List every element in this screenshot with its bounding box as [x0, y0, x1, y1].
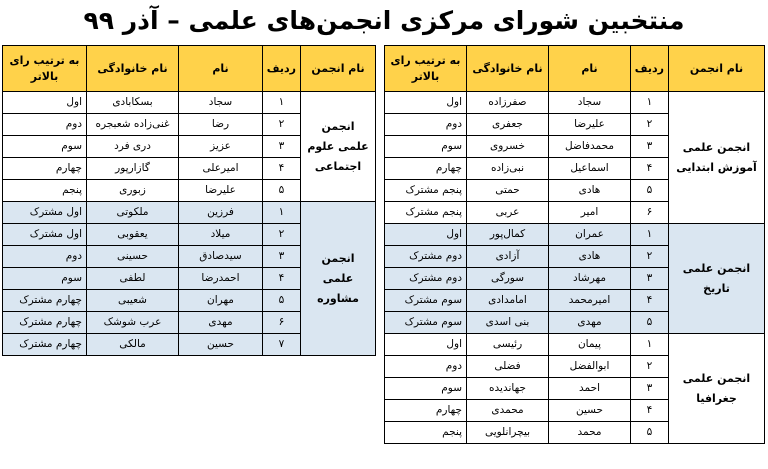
last-name-cell: جهاندیده — [467, 378, 549, 400]
rank-cell: اول مشترک — [3, 224, 87, 246]
header-first-name: نام — [549, 46, 631, 92]
header-rank: به ترتیب رای بالاتر — [385, 46, 467, 92]
row-number: ۵ — [263, 180, 301, 202]
header-last-name: نام خانوادگی — [87, 46, 179, 92]
first-name-cell: علیرضا — [549, 114, 631, 136]
rank-cell: چهارم — [3, 158, 87, 180]
rank-cell: پنجم — [385, 422, 467, 444]
first-name-cell: مهران — [179, 290, 263, 312]
row-number: ۵ — [263, 290, 301, 312]
last-name-cell: غنی‌زاده شعبجره — [87, 114, 179, 136]
first-name-cell: میلاد — [179, 224, 263, 246]
first-name-cell: مهدی — [179, 312, 263, 334]
last-name-cell: حسینی — [87, 246, 179, 268]
header-row: ردیف — [631, 46, 669, 92]
last-name-cell: فضلی — [467, 356, 549, 378]
first-name-cell: احمدرضا — [179, 268, 263, 290]
last-name-cell: محمدی — [467, 400, 549, 422]
last-name-cell: صفرزاده — [467, 92, 549, 114]
last-name-cell: مالکی — [87, 334, 179, 356]
association-name: انجمن علمی آموزش ابتدایی — [669, 92, 765, 224]
first-name-cell: احمد — [549, 378, 631, 400]
rank-cell: اول — [3, 92, 87, 114]
header-association: نام انجمن — [669, 46, 765, 92]
table-row — [3, 202, 376, 224]
row-number: ۱ — [631, 334, 669, 356]
header-association: نام انجمن — [301, 46, 376, 92]
left-table-body — [3, 92, 376, 356]
rank-cell: چهارم مشترک — [3, 290, 87, 312]
row-number: ۴ — [631, 290, 669, 312]
first-name-cell: حسین — [549, 400, 631, 422]
rank-cell: اول — [385, 92, 467, 114]
first-name-cell: مهدی — [549, 312, 631, 334]
table-row — [3, 92, 376, 114]
last-name-cell: آزادی — [467, 246, 549, 268]
association-name: انجمن علمی علوم اجتماعی — [301, 92, 376, 202]
first-name-cell: محمد — [549, 422, 631, 444]
header-last-name: نام خانوادگی — [467, 46, 549, 92]
association-name: انجمن علمی تاریخ — [669, 224, 765, 334]
last-name-cell: گازارپور — [87, 158, 179, 180]
row-number: ۴ — [263, 268, 301, 290]
last-name-cell: بنی اسدی — [467, 312, 549, 334]
rank-cell: پنجم مشترک — [385, 180, 467, 202]
header-rank: به ترتیب رای بالاتر — [3, 46, 87, 92]
association-name: انجمن علمی جغرافیا — [669, 334, 765, 444]
last-name-cell: کمال‌پور — [467, 224, 549, 246]
header-row: ردیف — [263, 46, 301, 92]
rank-cell: دوم مشترک — [385, 268, 467, 290]
first-name-cell: عمران — [549, 224, 631, 246]
row-number: ۱ — [263, 92, 301, 114]
first-name-cell: امیرعلی — [179, 158, 263, 180]
rank-cell: دوم مشترک — [385, 246, 467, 268]
last-name-cell: ملکوتی — [87, 202, 179, 224]
first-name-cell: مهرشاد — [549, 268, 631, 290]
row-number: ۳ — [263, 136, 301, 158]
rank-cell: دوم — [385, 356, 467, 378]
first-name-cell: فرزین — [179, 202, 263, 224]
first-name-cell: اسماعیل — [549, 158, 631, 180]
rank-cell: چهارم مشترک — [3, 334, 87, 356]
row-number: ۵ — [631, 180, 669, 202]
first-name-cell: هادی — [549, 180, 631, 202]
association-name: انجمن علمی مشاوره — [301, 202, 376, 356]
first-name-cell: سیدصادق — [179, 246, 263, 268]
first-name-cell: سجاد — [549, 92, 631, 114]
last-name-cell: سورگی — [467, 268, 549, 290]
header-first-name: نام — [179, 46, 263, 92]
rank-cell: سوم مشترک — [385, 290, 467, 312]
first-name-cell: پیمان — [549, 334, 631, 356]
right-results-table — [384, 45, 765, 444]
last-name-cell: بسکابادی — [87, 92, 179, 114]
first-name-cell: هادی — [549, 246, 631, 268]
row-number: ۱ — [263, 202, 301, 224]
last-name-cell: عرب شوشک — [87, 312, 179, 334]
rank-cell: سوم — [385, 136, 467, 158]
rank-cell: سوم — [385, 378, 467, 400]
row-number: ۱ — [631, 92, 669, 114]
row-number: ۲ — [631, 356, 669, 378]
row-number: ۶ — [631, 202, 669, 224]
last-name-cell: یعقوبی — [87, 224, 179, 246]
rank-cell: چهارم مشترک — [3, 312, 87, 334]
left-results-table — [2, 45, 376, 356]
row-number: ۵ — [631, 312, 669, 334]
last-name-cell: خسروی — [467, 136, 549, 158]
row-number: ۲ — [631, 246, 669, 268]
last-name-cell: رئیسی — [467, 334, 549, 356]
first-name-cell: علیرضا — [179, 180, 263, 202]
row-number: ۳ — [631, 268, 669, 290]
row-number: ۲ — [263, 114, 301, 136]
rank-cell: چهارم — [385, 158, 467, 180]
last-name-cell: لطفی — [87, 268, 179, 290]
rank-cell: دوم — [3, 114, 87, 136]
row-number: ۷ — [263, 334, 301, 356]
last-name-cell: شعیبی — [87, 290, 179, 312]
last-name-cell: امامدادی — [467, 290, 549, 312]
last-name-cell: دری فرد — [87, 136, 179, 158]
rank-cell: چهارم — [385, 400, 467, 422]
rank-cell: دوم — [3, 246, 87, 268]
first-name-cell: امیر — [549, 202, 631, 224]
rank-cell: سوم — [3, 268, 87, 290]
table-row — [385, 224, 765, 246]
rank-cell: پنجم — [3, 180, 87, 202]
rank-cell: سوم — [3, 136, 87, 158]
first-name-cell: سجاد — [179, 92, 263, 114]
row-number: ۳ — [631, 378, 669, 400]
table-row — [385, 92, 765, 114]
right-table-body — [385, 92, 765, 444]
first-name-cell: امیرمحمد — [549, 290, 631, 312]
row-number: ۵ — [631, 422, 669, 444]
last-name-cell: نبی‌زاده — [467, 158, 549, 180]
row-number: ۲ — [263, 224, 301, 246]
row-number: ۱ — [631, 224, 669, 246]
last-name-cell: حمتی — [467, 180, 549, 202]
last-name-cell: زبوری — [87, 180, 179, 202]
rank-cell: دوم — [385, 114, 467, 136]
rank-cell: سوم مشترک — [385, 312, 467, 334]
row-number: ۴ — [263, 158, 301, 180]
first-name-cell: رضا — [179, 114, 263, 136]
row-number: ۴ — [631, 400, 669, 422]
last-name-cell: بیچرانلویی — [467, 422, 549, 444]
first-name-cell: عزیز — [179, 136, 263, 158]
row-number: ۳ — [631, 136, 669, 158]
rank-cell: اول مشترک — [3, 202, 87, 224]
row-number: ۳ — [263, 246, 301, 268]
first-name-cell: محمدفاضل — [549, 136, 631, 158]
rank-cell: پنجم مشترک — [385, 202, 467, 224]
row-number: ۶ — [263, 312, 301, 334]
page-title: منتخبین شورای مرکزی انجمن‌های علمی – آذر ۹۹ — [83, 6, 685, 35]
last-name-cell: جعفری — [467, 114, 549, 136]
row-number: ۴ — [631, 158, 669, 180]
first-name-cell: ابوالفضل — [549, 356, 631, 378]
first-name-cell: حسین — [179, 334, 263, 356]
table-row — [385, 334, 765, 356]
rank-cell: اول — [385, 334, 467, 356]
row-number: ۲ — [631, 114, 669, 136]
rank-cell: اول — [385, 224, 467, 246]
last-name-cell: عربی — [467, 202, 549, 224]
